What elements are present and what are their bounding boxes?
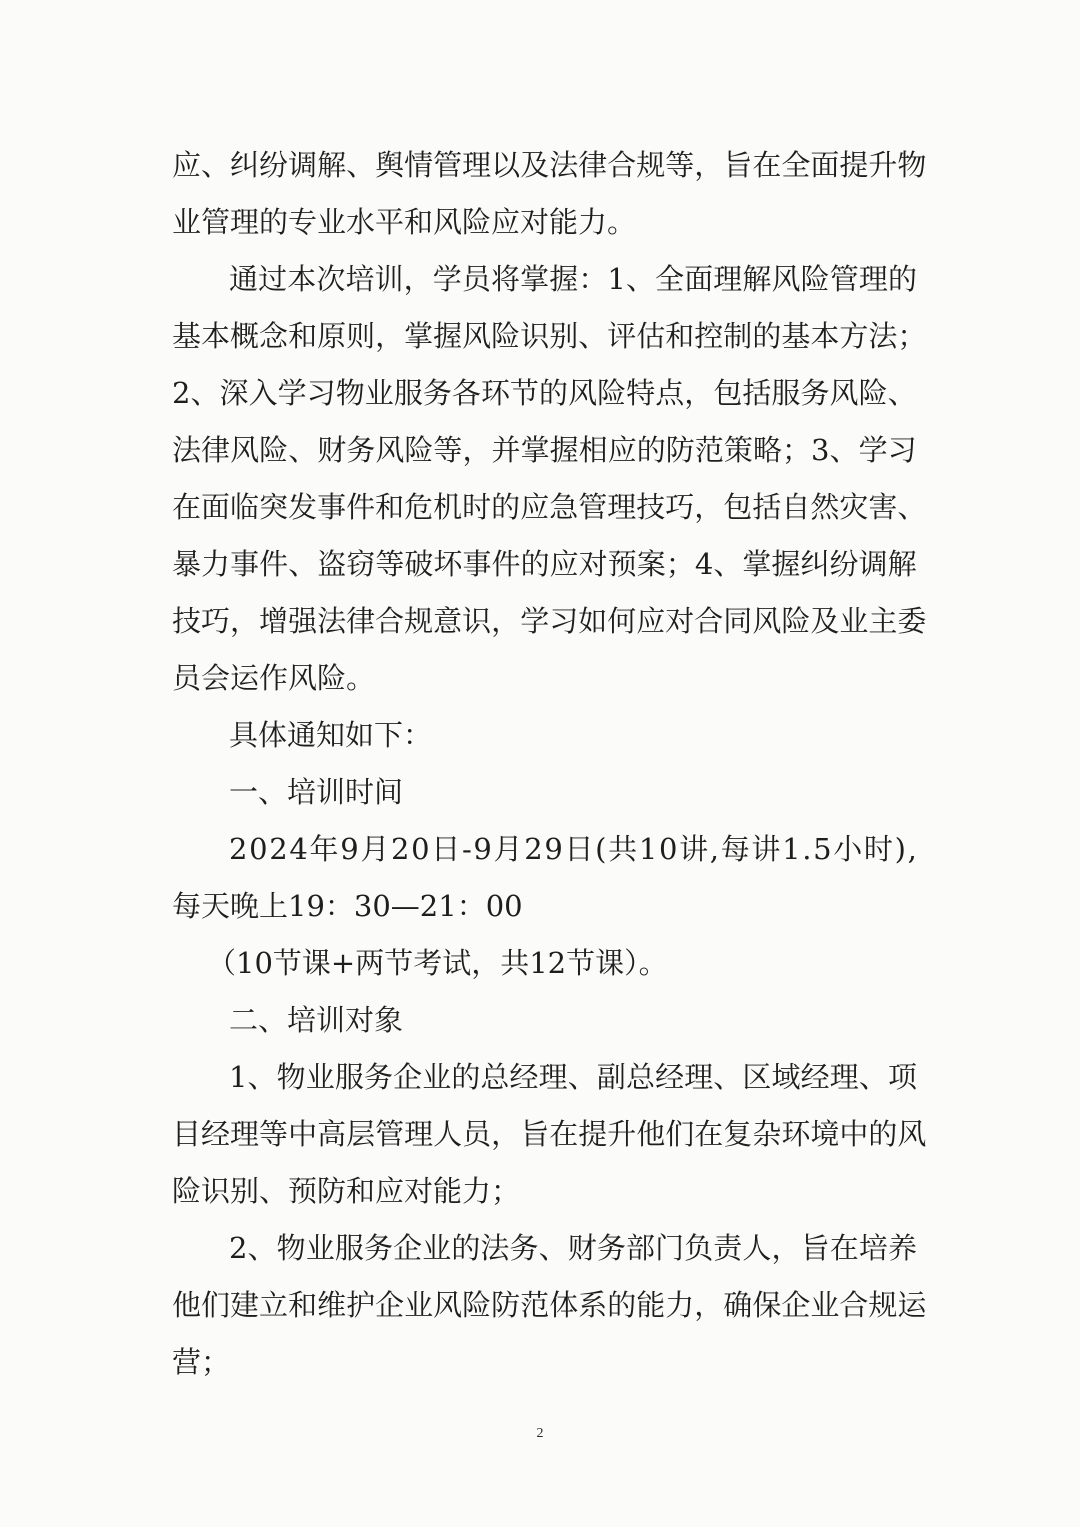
text-line: 2 、 物 业 服 务 企 业 的 法 务 、 财 务 部 门 负 责 人 ， 旨 在 培 养 (229, 1231, 917, 1265)
text-line: 技 巧 ， 增 强 法 律 合 规 意 识 ， 学 习 如 何 应 对 合 同 风 险 及 业 主 委 (172, 604, 927, 638)
text-line: 在 面 临 突 发 事 件 和 危 机 时 的 应 急 管 理 技 巧 ， 包 括 自 然 灾 害 、 (172, 490, 927, 524)
text-line: 他 们 建 立 和 维 护 企 业 风 险 防 范 体 系 的 能 力 ， 确 保 企 业 合 规 运 (172, 1288, 927, 1322)
text-line: 通 过 本 次 培 训 ， 学 员 将 掌 握 ： 1 、 全 面 理 解 风 险 管 理 的 (229, 262, 917, 296)
page-number: 2 (536, 1426, 544, 1441)
text-line: 2 、 深 入 学 习 物 业 服 务 各 环 节 的 风 险 特 点 ， 包 括 服 务 风 险 、 (172, 376, 917, 410)
section-heading: 二、培训对象 (229, 1003, 404, 1037)
section-heading: 一、培训时间 (229, 775, 404, 809)
text-line: 1 、 物 业 服 务 企 业 的 总 经 理 、 副 总 经 理 、 区 域 经 理 、 项 (229, 1060, 917, 1094)
text-line: 员会运作风险。 (172, 661, 376, 695)
text-line: （10节课+两节考试，共12节课）。 (207, 946, 668, 980)
text-line: 2 0 2 4 年 9 月 2 0 日 - 9 月 2 9 日 ( 共 1 0 讲 , 每 讲 1 . 5 小 时 ) , (229, 832, 917, 866)
text-line: 险识别、预防和应对能力； (172, 1174, 521, 1208)
text-line: 基 本 概 念 和 原 则 ， 掌 握 风 险 识 别 、 评 估 和 控 制 的 基 本 方 法 ； (172, 319, 927, 353)
text-line: 每天晚上19：30—21：00 (172, 889, 523, 923)
text-line: 应 、 纠 纷 调 解 、 舆 情 管 理 以 及 法 律 合 规 等 ， 旨 在 全 面 提 升 物 (172, 148, 927, 182)
text-line: 暴 力 事 件 、 盗 窃 等 破 坏 事 件 的 应 对 预 案 ； 4 、 掌 握 纠 纷 调 解 (172, 547, 917, 581)
text-line: 法 律 风 险 、 财 务 风 险 等 ， 并 掌 握 相 应 的 防 范 策 略 ； 3 、 学 习 (172, 433, 917, 467)
text-line: 目 经 理 等 中 高 层 管 理 人 员 ， 旨 在 提 升 他 们 在 复 杂 环 境 中 的 风 (172, 1117, 927, 1151)
text-line: 具体通知如下： (229, 718, 433, 752)
text-line: 营； (172, 1345, 231, 1379)
text-line: 业管理的专业水平和风险应对能力。 (172, 205, 637, 239)
